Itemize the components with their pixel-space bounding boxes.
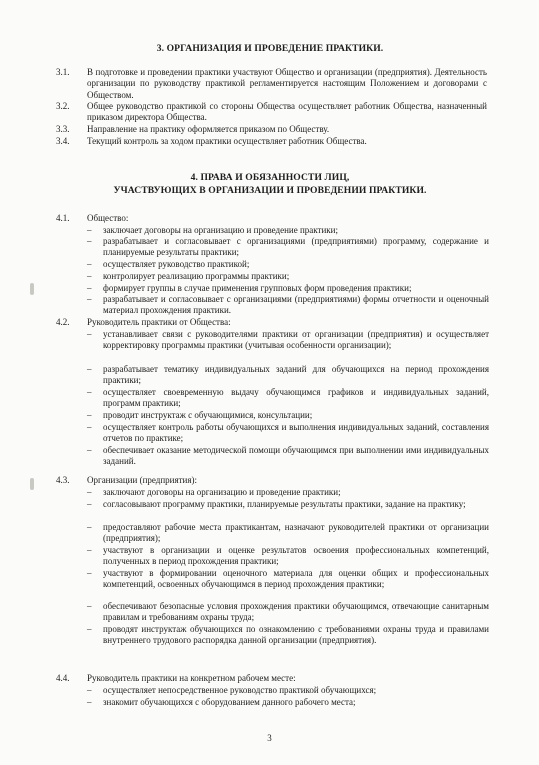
item-number: 3.3. bbox=[56, 124, 70, 134]
item-number: 3.2. bbox=[56, 101, 70, 111]
list-bullet: – bbox=[87, 545, 92, 555]
list-item: осуществляет контроль работы обучающихся и выполнения индивидуальных заданий, составления отчетов по практике; bbox=[103, 422, 489, 444]
list-item: разрабатывает тематику индивидуальных заданий для обучающихся на период прохождения практики; bbox=[103, 364, 489, 386]
list-item: заключают договоры на организацию и проведение практики; bbox=[103, 487, 341, 497]
list-bullet: – bbox=[87, 329, 92, 339]
list-bullet: – bbox=[87, 283, 92, 293]
punch-hole-mark bbox=[30, 283, 34, 295]
list-bullet: – bbox=[87, 410, 92, 420]
list-item: разрабатывает и согласовывает с организациями (предприятиями) формы отчетности и оценочный материал прохождения практики. bbox=[103, 294, 489, 316]
list-item: обеспечивают безопасные условия прохождения практики обучающимся, отвечающие санитарным правилам и требованиям охраны труда; bbox=[103, 601, 489, 623]
list-bullet: – bbox=[87, 624, 92, 634]
list-bullet: – bbox=[87, 259, 92, 269]
item-number: 3.1. bbox=[56, 67, 70, 77]
list-item: знакомит обучающихся с оборудованием данного рабочего места; bbox=[103, 697, 356, 707]
list-bullet: – bbox=[87, 387, 92, 397]
list-bullet: – bbox=[87, 568, 92, 578]
list-bullet: – bbox=[87, 522, 92, 532]
list-item: участвуют в организации и оценке результатов освоения профессиональных компетенций, полученных в период прохождения практики; bbox=[103, 545, 489, 567]
item-number: 4.2. bbox=[56, 317, 70, 327]
item-number: 4.3. bbox=[56, 475, 70, 485]
list-item: участвуют в формировании оценочного материала для оценки общих и профессиональных компетенций, освоенных обучающимся в период прохождения практики; bbox=[103, 568, 489, 590]
list-bullet: – bbox=[87, 685, 92, 695]
list-item: осуществляет своевременную выдачу обучающимся графиков и индивидуальных заданий, программ практики; bbox=[103, 387, 489, 409]
list-bullet: – bbox=[87, 601, 92, 611]
list-bullet: – bbox=[87, 445, 92, 455]
list-bullet: – bbox=[87, 364, 92, 374]
list-item: устанавливает связи с руководителями практики от организации (предприятия) и осуществляет корректировку программы практики (учитывая особенности организации); bbox=[103, 329, 489, 351]
list-bullet: – bbox=[87, 225, 92, 235]
list-item: разрабатывает и согласовывает с организациями (предприятиями) программу, содержание и планируемые результаты практики; bbox=[103, 236, 489, 258]
punch-hole-mark bbox=[30, 478, 34, 490]
list-item: проводит инструктаж с обучающимися, консультации; bbox=[103, 410, 313, 420]
section-4-heading-line: 4. ПРАВА И ОБЯЗАННОСТИ ЛИЦ, bbox=[190, 172, 350, 183]
paragraph: Текущий контроль за ходом практики осуществляет работник Общества. bbox=[87, 136, 367, 146]
list-bullet: – bbox=[87, 271, 92, 281]
list-bullet: – bbox=[87, 294, 92, 304]
list-item: осуществляет руководство практикой; bbox=[103, 259, 250, 269]
list-item: предоставляют рабочие места практикантам, назначают руководителей практики от организации (предприятия); bbox=[103, 522, 489, 544]
paragraph: Общее руководство практикой со стороны Общества осуществляет работник Общества, назначенный приказом директора Общества. bbox=[87, 101, 487, 123]
block-title: Руководитель практики на конкретном рабочем месте: bbox=[87, 673, 296, 683]
section-4-heading bbox=[40, 172, 500, 197]
list-item: осуществляет непосредственное руководство практикой обучающихся; bbox=[103, 685, 377, 695]
list-bullet: – bbox=[87, 499, 92, 509]
item-number: 4.4. bbox=[56, 673, 70, 683]
list-bullet: – bbox=[87, 236, 92, 246]
section-4-heading-line: УЧАСТВУЮЩИХ В ОРГАНИЗАЦИИ И ПРОВЕДЕНИИ ПРАКТИКИ. bbox=[113, 184, 427, 196]
block-title: Организации (предприятия): bbox=[87, 475, 197, 485]
page-number: 3 bbox=[267, 733, 272, 743]
list-item: заключает договоры на организацию и проведение практики; bbox=[103, 225, 338, 235]
list-item: формирует группы в случае применения групповых форм проведения практики; bbox=[103, 283, 412, 293]
block-title: Общество: bbox=[87, 213, 129, 223]
list-bullet: – bbox=[87, 422, 92, 432]
paragraph: Направление на практику оформляется приказом по Обществу. bbox=[87, 124, 330, 134]
section-3-heading: 3. ОРГАНИЗАЦИЯ И ПРОВЕДЕНИЕ ПРАКТИКИ. bbox=[156, 43, 384, 54]
list-item: обеспечивает оказание методической помощи обучающимся при выполнении ими индивидуальных заданий. bbox=[103, 445, 489, 467]
list-item: согласовывают программу практики, планируемые результаты практики, задание на практику; bbox=[103, 499, 466, 509]
list-item: проводят инструктаж обучающихся по ознакомлению с требованиями охраны труда и правилами внутреннего трудового распорядка данной организации (предприятия). bbox=[103, 624, 489, 646]
list-bullet: – bbox=[87, 697, 92, 707]
paragraph: В подготовке и проведении практики участвуют Общество и организации (предприятия). Деятельность организации по руководству практикой регламентируется настоящим Положением и договорами с Обществом. bbox=[87, 67, 487, 100]
item-number: 4.1. bbox=[56, 213, 70, 223]
list-item: контролирует реализацию программы практики; bbox=[103, 271, 290, 281]
list-bullet: – bbox=[87, 487, 92, 497]
block-title: Руководитель практики от Общества: bbox=[87, 317, 231, 327]
item-number: 3.4. bbox=[56, 136, 70, 146]
